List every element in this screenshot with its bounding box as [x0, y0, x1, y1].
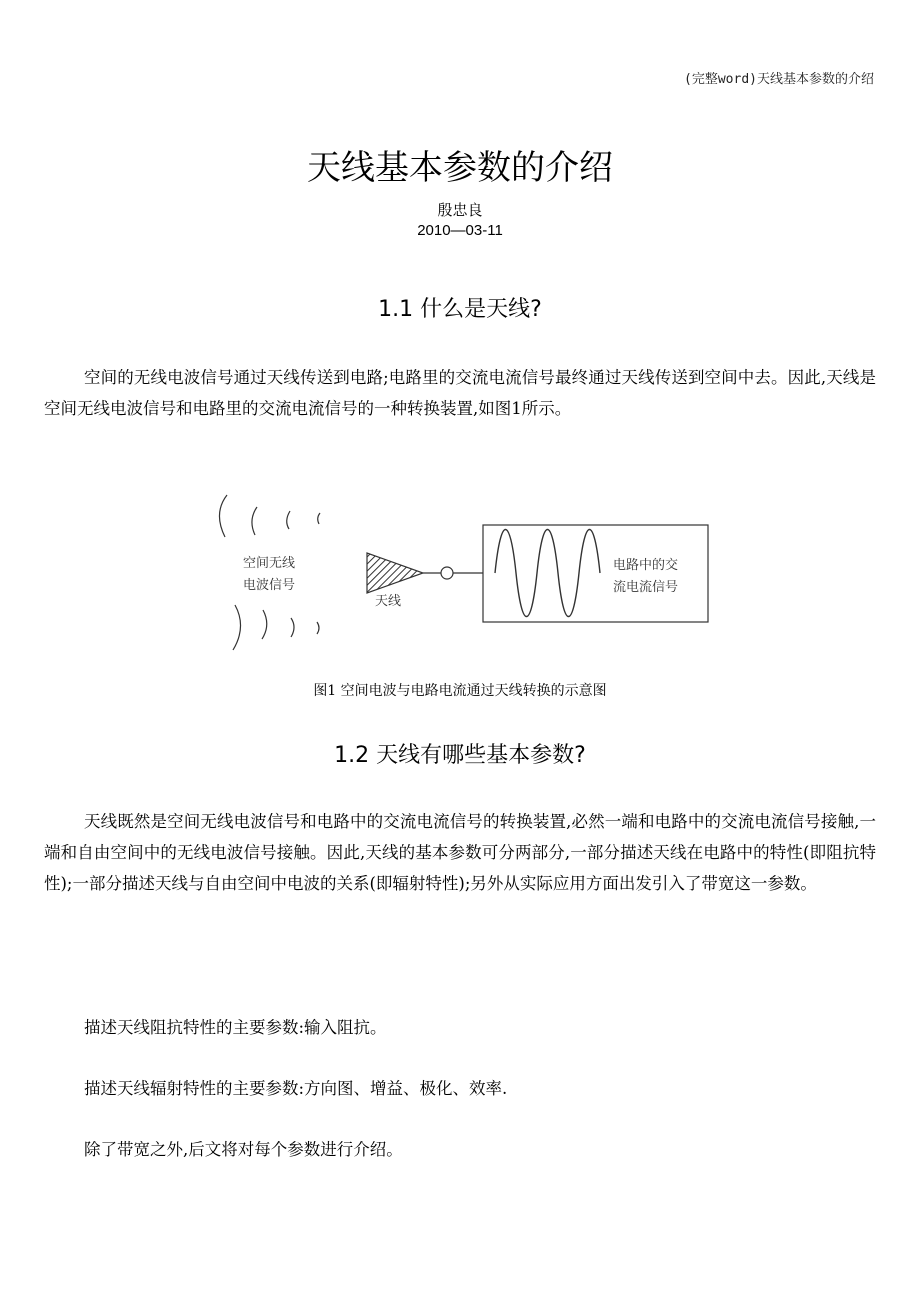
wave-arcs-bottom: [233, 605, 319, 650]
section-2-paragraph: 天线既然是空间无线电波信号和电路中的交流电流信号的转换装置,必然一端和电路中的交流电流信号接触,一端和自由空间中的无线电波信号接触。因此,天线的基本参数可分两部分,一部分描述天线在电路中的特性(即阻抗特性);一部分描述天线与自由空间中电波的关系(即辐射特性);另外从实际应用方面出发引入了带宽这一参数。: [44, 812, 876, 893]
wave-arcs-top: [219, 495, 320, 537]
section-heading-1: 1.1 什么是天线?: [378, 297, 542, 322]
running-header: (完整word)天线基本参数的介绍: [684, 72, 874, 87]
document-date: 2010—03-11: [417, 222, 503, 239]
closing-line: 除了带宽之外,后文将对每个参数进行介绍。: [84, 1140, 403, 1159]
section-1-paragraph: 空间的无线电波信号通过天线传送到电路;电路里的交流电流信号最终通过天线传送到空间中去。因此,天线是空间无线电波信号和电路里的交流电流信号的一种转换装置,如图1所示。: [44, 368, 876, 418]
antenna-symbol: [367, 553, 423, 593]
wave-label: 空间无线 电波信号: [243, 556, 296, 593]
document-title: 天线基本参数的介绍: [307, 148, 613, 188]
figure-caption: 图1 空间电波与电路电流通过天线转换的示意图: [313, 683, 607, 699]
antenna-port: [441, 567, 453, 579]
radiation-params-line: 描述天线辐射特性的主要参数:方向图、增益、极化、效率.: [84, 1079, 508, 1098]
figure-1: [205, 485, 715, 665]
circuit-label: 电路中的交 流电流信号: [613, 558, 679, 595]
author: 殷忠良: [437, 201, 483, 219]
antenna-label: 天线: [375, 594, 402, 609]
impedance-params-line: 描述天线阻抗特性的主要参数:输入阻抗。: [84, 1018, 387, 1037]
section-heading-2: 1.2 天线有哪些基本参数?: [334, 743, 586, 768]
